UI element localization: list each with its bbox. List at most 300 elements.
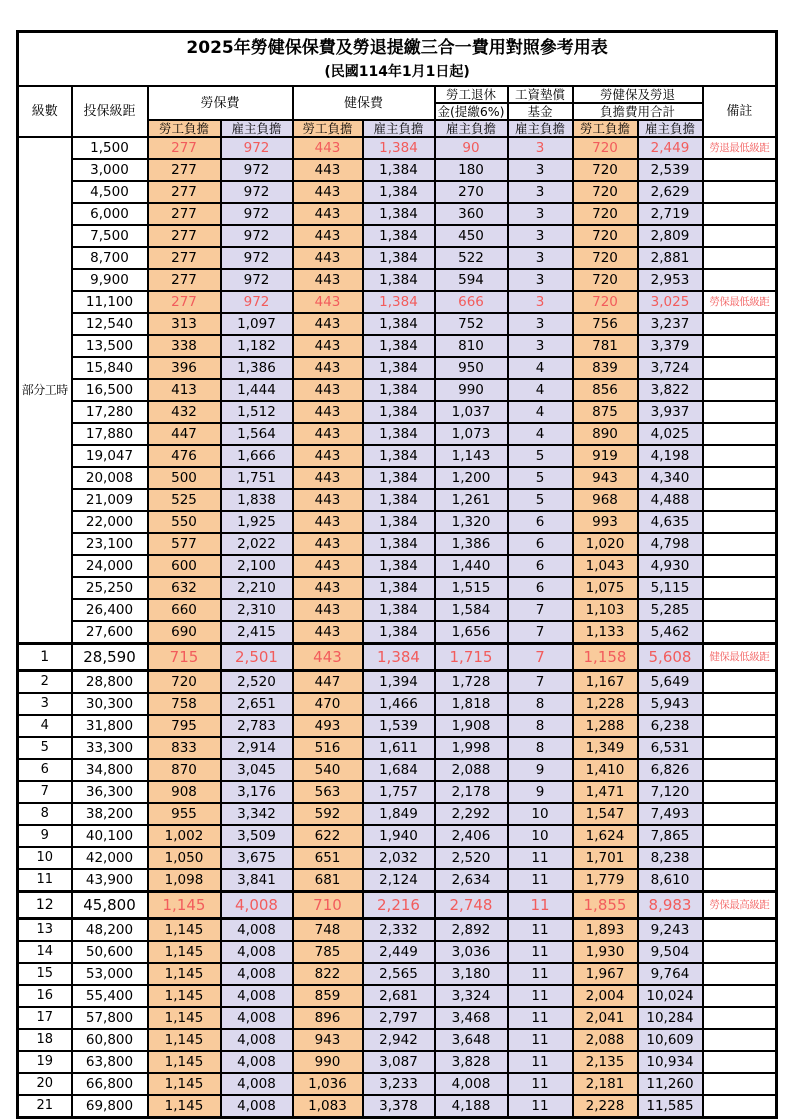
- value-cell: 2,797: [363, 1007, 435, 1029]
- level-cell: 4: [18, 715, 72, 737]
- value-cell: 1,384: [363, 621, 435, 644]
- value-cell: 1,384: [363, 269, 435, 291]
- bracket-cell: 69,800: [72, 1095, 148, 1118]
- value-cell: 4,008: [221, 1029, 293, 1051]
- value-cell: 710: [293, 892, 363, 919]
- value-cell: 2,135: [573, 1051, 638, 1073]
- value-cell: 1,611: [363, 737, 435, 759]
- value-cell: 443: [293, 599, 363, 621]
- value-cell: 1,002: [148, 825, 221, 847]
- value-cell: 715: [148, 644, 221, 671]
- value-cell: 720: [573, 203, 638, 225]
- remark-cell: [703, 489, 777, 511]
- value-cell: 4,008: [221, 941, 293, 963]
- value-cell: 1,547: [573, 803, 638, 825]
- value-cell: 3,509: [221, 825, 293, 847]
- value-cell: 972: [221, 159, 293, 181]
- value-cell: 720: [573, 181, 638, 203]
- remark-cell: [703, 985, 777, 1007]
- bracket-cell: 1,500: [72, 137, 148, 159]
- col-header-total-line1: 勞健保及勞退: [573, 86, 703, 103]
- value-cell: 3: [508, 225, 573, 247]
- remark-cell: [703, 599, 777, 621]
- value-cell: 443: [293, 313, 363, 335]
- table-row: [18, 489, 777, 511]
- value-cell: 720: [573, 269, 638, 291]
- value-cell: 1,466: [363, 693, 435, 715]
- value-cell: 1,182: [221, 335, 293, 357]
- value-cell: 1,512: [221, 401, 293, 423]
- value-cell: 1,384: [363, 467, 435, 489]
- value-cell: 1,083: [293, 1095, 363, 1118]
- value-cell: 1,228: [573, 693, 638, 715]
- title-block: [18, 32, 777, 87]
- value-cell: 1,384: [363, 533, 435, 555]
- value-cell: 270: [435, 181, 508, 203]
- value-cell: 4: [508, 401, 573, 423]
- value-cell: 5: [508, 445, 573, 467]
- remark-cell: 勞保最低級距: [703, 291, 777, 313]
- value-cell: 2,292: [435, 803, 508, 825]
- bracket-cell: 31,800: [72, 715, 148, 737]
- remark-cell: [703, 445, 777, 467]
- value-cell: 1,384: [363, 225, 435, 247]
- table-row: [18, 577, 777, 599]
- table-row: [18, 847, 777, 869]
- value-cell: 594: [435, 269, 508, 291]
- table-row: [18, 599, 777, 621]
- remark-cell: [703, 715, 777, 737]
- table-row: [18, 781, 777, 803]
- bracket-cell: 55,400: [72, 985, 148, 1007]
- level-cell: 13: [18, 919, 72, 942]
- value-cell: 1,384: [363, 313, 435, 335]
- remark-cell: [703, 963, 777, 985]
- bracket-cell: 13,500: [72, 335, 148, 357]
- value-cell: 943: [573, 467, 638, 489]
- value-cell: 1,728: [435, 671, 508, 694]
- value-cell: 443: [293, 357, 363, 379]
- table-row: [18, 137, 777, 159]
- value-cell: 972: [221, 203, 293, 225]
- bracket-cell: 66,800: [72, 1073, 148, 1095]
- value-cell: 3: [508, 335, 573, 357]
- value-cell: 10: [508, 803, 573, 825]
- value-cell: 2,520: [221, 671, 293, 694]
- value-cell: 1,386: [221, 357, 293, 379]
- value-cell: 4,008: [221, 985, 293, 1007]
- value-cell: 2,520: [435, 847, 508, 869]
- value-cell: 2,022: [221, 533, 293, 555]
- remark-cell: [703, 159, 777, 181]
- value-cell: 522: [435, 247, 508, 269]
- remark-cell: 健保最低級距: [703, 644, 777, 671]
- value-cell: 396: [148, 357, 221, 379]
- value-cell: 7,865: [638, 825, 703, 847]
- value-cell: 870: [148, 759, 221, 781]
- value-cell: 1,145: [148, 1029, 221, 1051]
- level-cell: 10: [18, 847, 72, 869]
- value-cell: 1,073: [435, 423, 508, 445]
- value-cell: 822: [293, 963, 363, 985]
- value-cell: 3,233: [363, 1073, 435, 1095]
- value-cell: 1,757: [363, 781, 435, 803]
- value-cell: 443: [293, 379, 363, 401]
- value-cell: 9,764: [638, 963, 703, 985]
- table-row: [18, 693, 777, 715]
- value-cell: 2,881: [638, 247, 703, 269]
- value-cell: 632: [148, 577, 221, 599]
- value-cell: 1,384: [363, 203, 435, 225]
- remark-cell: 勞退最低級距: [703, 137, 777, 159]
- value-cell: 1,384: [363, 511, 435, 533]
- value-cell: 4,008: [221, 963, 293, 985]
- value-cell: 3: [508, 247, 573, 269]
- value-cell: 993: [573, 511, 638, 533]
- value-cell: 859: [293, 985, 363, 1007]
- value-cell: 2,719: [638, 203, 703, 225]
- value-cell: 2,310: [221, 599, 293, 621]
- value-cell: 11: [508, 1095, 573, 1118]
- value-cell: 795: [148, 715, 221, 737]
- value-cell: 2,634: [435, 869, 508, 892]
- col-header-pension-line2: 金(提繳6%): [435, 103, 508, 120]
- value-cell: 2,942: [363, 1029, 435, 1051]
- value-cell: 1,384: [363, 555, 435, 577]
- table-row: [18, 467, 777, 489]
- table-row: [18, 1095, 777, 1118]
- value-cell: 968: [573, 489, 638, 511]
- value-cell: 1,097: [221, 313, 293, 335]
- value-cell: 1,103: [573, 599, 638, 621]
- table-row: [18, 1007, 777, 1029]
- value-cell: 890: [573, 423, 638, 445]
- remark-cell: [703, 869, 777, 892]
- remark-cell: [703, 313, 777, 335]
- value-cell: 277: [148, 137, 221, 159]
- bracket-cell: 21,009: [72, 489, 148, 511]
- table-row: [18, 379, 777, 401]
- remark-cell: [703, 269, 777, 291]
- value-cell: 2,892: [435, 919, 508, 942]
- value-cell: 2,415: [221, 621, 293, 644]
- value-cell: 443: [293, 511, 363, 533]
- value-cell: 1,394: [363, 671, 435, 694]
- value-cell: 11: [508, 1051, 573, 1073]
- value-cell: 500: [148, 467, 221, 489]
- value-cell: 443: [293, 445, 363, 467]
- col-header-wage-fund-employer: 雇主負擔: [508, 120, 573, 137]
- value-cell: 5,285: [638, 599, 703, 621]
- table-row: [18, 941, 777, 963]
- value-cell: 277: [148, 181, 221, 203]
- value-cell: 720: [573, 225, 638, 247]
- value-cell: 908: [148, 781, 221, 803]
- value-cell: 720: [148, 671, 221, 694]
- value-cell: 972: [221, 225, 293, 247]
- value-cell: 360: [435, 203, 508, 225]
- remark-cell: [703, 577, 777, 599]
- value-cell: 1,386: [435, 533, 508, 555]
- bracket-cell: 33,300: [72, 737, 148, 759]
- value-cell: 5,649: [638, 671, 703, 694]
- value-cell: 450: [435, 225, 508, 247]
- value-cell: 7,493: [638, 803, 703, 825]
- value-cell: 1,384: [363, 335, 435, 357]
- level-cell: 3: [18, 693, 72, 715]
- title-row: [18, 32, 777, 87]
- value-cell: 1,020: [573, 533, 638, 555]
- value-cell: 1,384: [363, 291, 435, 313]
- value-cell: 3,379: [638, 335, 703, 357]
- bracket-cell: 26,400: [72, 599, 148, 621]
- value-cell: 2,565: [363, 963, 435, 985]
- col-header-pension-employer: 雇主負擔: [435, 120, 508, 137]
- value-cell: 10,284: [638, 1007, 703, 1029]
- table-row: [18, 1073, 777, 1095]
- value-cell: 8,238: [638, 847, 703, 869]
- value-cell: 3,176: [221, 781, 293, 803]
- value-cell: 1,384: [363, 401, 435, 423]
- table-row: [18, 357, 777, 379]
- value-cell: 9,504: [638, 941, 703, 963]
- value-cell: 1,384: [363, 489, 435, 511]
- remark-cell: [703, 181, 777, 203]
- value-cell: 720: [573, 159, 638, 181]
- value-cell: 443: [293, 644, 363, 671]
- value-cell: 2,449: [638, 137, 703, 159]
- value-cell: 443: [293, 137, 363, 159]
- value-cell: 2,088: [573, 1029, 638, 1051]
- table-row: [18, 181, 777, 203]
- table-row: [18, 825, 777, 847]
- value-cell: 4,025: [638, 423, 703, 445]
- value-cell: 447: [148, 423, 221, 445]
- value-cell: 4: [508, 423, 573, 445]
- value-cell: 781: [573, 335, 638, 357]
- remark-cell: [703, 467, 777, 489]
- value-cell: 1,145: [148, 941, 221, 963]
- value-cell: 972: [221, 137, 293, 159]
- value-cell: 3,342: [221, 803, 293, 825]
- parttime-group-label: 部分工時: [18, 137, 72, 644]
- level-cell: 11: [18, 869, 72, 892]
- value-cell: 681: [293, 869, 363, 892]
- value-cell: 1,167: [573, 671, 638, 694]
- value-cell: 2,228: [573, 1095, 638, 1118]
- value-cell: 2,651: [221, 693, 293, 715]
- value-cell: 3,324: [435, 985, 508, 1007]
- value-cell: 4,008: [221, 919, 293, 942]
- value-cell: 10,024: [638, 985, 703, 1007]
- value-cell: 11: [508, 963, 573, 985]
- value-cell: 756: [573, 313, 638, 335]
- remark-cell: [703, 759, 777, 781]
- value-cell: 592: [293, 803, 363, 825]
- value-cell: 1,384: [363, 423, 435, 445]
- value-cell: 443: [293, 533, 363, 555]
- value-cell: 4,635: [638, 511, 703, 533]
- value-cell: 1,384: [363, 137, 435, 159]
- col-header-level: 級數: [18, 86, 72, 137]
- table-row: [18, 203, 777, 225]
- value-cell: 1,133: [573, 621, 638, 644]
- value-cell: 4,198: [638, 445, 703, 467]
- bracket-cell: 9,900: [72, 269, 148, 291]
- value-cell: 1,143: [435, 445, 508, 467]
- value-cell: 4,188: [435, 1095, 508, 1118]
- bracket-cell: 42,000: [72, 847, 148, 869]
- value-cell: 5: [508, 467, 573, 489]
- value-cell: 432: [148, 401, 221, 423]
- value-cell: 1,384: [363, 644, 435, 671]
- col-header-labor-employee: 勞工負擔: [148, 120, 221, 137]
- value-cell: 2,210: [221, 577, 293, 599]
- value-cell: 3: [508, 181, 573, 203]
- table-row: [18, 335, 777, 357]
- value-cell: 443: [293, 291, 363, 313]
- level-cell: 15: [18, 963, 72, 985]
- value-cell: 1,930: [573, 941, 638, 963]
- table-row: [18, 291, 777, 313]
- value-cell: 443: [293, 269, 363, 291]
- value-cell: 990: [435, 379, 508, 401]
- value-cell: 1,036: [293, 1073, 363, 1095]
- value-cell: 1,584: [435, 599, 508, 621]
- bracket-cell: 11,100: [72, 291, 148, 313]
- value-cell: 493: [293, 715, 363, 737]
- premium-reference-table: [16, 30, 778, 1119]
- col-header-total-employer: 雇主負擔: [638, 120, 703, 137]
- value-cell: 10,934: [638, 1051, 703, 1073]
- value-cell: 277: [148, 225, 221, 247]
- bracket-cell: 25,250: [72, 577, 148, 599]
- value-cell: 443: [293, 555, 363, 577]
- value-cell: 839: [573, 357, 638, 379]
- value-cell: 443: [293, 489, 363, 511]
- value-cell: 972: [221, 247, 293, 269]
- value-cell: 1,200: [435, 467, 508, 489]
- table-row: [18, 671, 777, 694]
- value-cell: 651: [293, 847, 363, 869]
- bracket-cell: 50,600: [72, 941, 148, 963]
- table-body: [18, 137, 777, 1118]
- value-cell: 470: [293, 693, 363, 715]
- value-cell: 3,468: [435, 1007, 508, 1029]
- value-cell: 9,243: [638, 919, 703, 942]
- value-cell: 6: [508, 511, 573, 533]
- value-cell: 2,629: [638, 181, 703, 203]
- value-cell: 277: [148, 203, 221, 225]
- value-cell: 277: [148, 247, 221, 269]
- value-cell: 1,145: [148, 892, 221, 919]
- value-cell: 810: [435, 335, 508, 357]
- value-cell: 1,349: [573, 737, 638, 759]
- bracket-cell: 48,200: [72, 919, 148, 942]
- remark-cell: [703, 1073, 777, 1095]
- remark-cell: [703, 379, 777, 401]
- level-cell: 20: [18, 1073, 72, 1095]
- level-cell: 19: [18, 1051, 72, 1073]
- value-cell: 3,822: [638, 379, 703, 401]
- bracket-cell: 3,000: [72, 159, 148, 181]
- bracket-cell: 24,000: [72, 555, 148, 577]
- value-cell: 4: [508, 379, 573, 401]
- bracket-cell: 36,300: [72, 781, 148, 803]
- value-cell: 1,158: [573, 644, 638, 671]
- header-row-group1: [18, 86, 777, 103]
- bracket-cell: 60,800: [72, 1029, 148, 1051]
- remark-cell: [703, 1007, 777, 1029]
- remark-cell: [703, 1051, 777, 1073]
- value-cell: 972: [221, 291, 293, 313]
- value-cell: 3,724: [638, 357, 703, 379]
- bracket-cell: 45,800: [72, 892, 148, 919]
- table-row: [18, 759, 777, 781]
- table-row: [18, 247, 777, 269]
- value-cell: 950: [435, 357, 508, 379]
- value-cell: 7: [508, 599, 573, 621]
- value-cell: 443: [293, 423, 363, 445]
- value-cell: 443: [293, 181, 363, 203]
- value-cell: 3: [508, 291, 573, 313]
- value-cell: 1,098: [148, 869, 221, 892]
- value-cell: 1,818: [435, 693, 508, 715]
- value-cell: 413: [148, 379, 221, 401]
- value-cell: 6: [508, 577, 573, 599]
- remark-cell: 勞保最高級距: [703, 892, 777, 919]
- level-cell: 9: [18, 825, 72, 847]
- remark-cell: [703, 555, 777, 577]
- value-cell: 4,008: [221, 892, 293, 919]
- value-cell: 622: [293, 825, 363, 847]
- col-header-labor-employer: 雇主負擔: [221, 120, 293, 137]
- bracket-cell: 20,008: [72, 467, 148, 489]
- level-cell: 18: [18, 1029, 72, 1051]
- table-row: [18, 445, 777, 467]
- value-cell: 1,908: [435, 715, 508, 737]
- value-cell: 10: [508, 825, 573, 847]
- col-header-total-line2: 負擔費用合計: [573, 103, 703, 120]
- value-cell: 3,937: [638, 401, 703, 423]
- bracket-cell: 22,000: [72, 511, 148, 533]
- value-cell: 1,539: [363, 715, 435, 737]
- value-cell: 1,145: [148, 1007, 221, 1029]
- value-cell: 2,681: [363, 985, 435, 1007]
- value-cell: 1,320: [435, 511, 508, 533]
- bracket-cell: 7,500: [72, 225, 148, 247]
- value-cell: 9: [508, 781, 573, 803]
- value-cell: 277: [148, 159, 221, 181]
- value-cell: 8,983: [638, 892, 703, 919]
- col-header-remark: 備註: [703, 86, 777, 137]
- value-cell: 11: [508, 941, 573, 963]
- value-cell: 313: [148, 313, 221, 335]
- bracket-cell: 34,800: [72, 759, 148, 781]
- value-cell: 972: [221, 269, 293, 291]
- value-cell: 758: [148, 693, 221, 715]
- value-cell: 11: [508, 892, 573, 919]
- value-cell: 563: [293, 781, 363, 803]
- value-cell: 690: [148, 621, 221, 644]
- value-cell: 6: [508, 555, 573, 577]
- value-cell: 3,025: [638, 291, 703, 313]
- value-cell: 7: [508, 644, 573, 671]
- value-cell: 1,410: [573, 759, 638, 781]
- value-cell: 1,444: [221, 379, 293, 401]
- value-cell: 6: [508, 533, 573, 555]
- level-cell: 21: [18, 1095, 72, 1118]
